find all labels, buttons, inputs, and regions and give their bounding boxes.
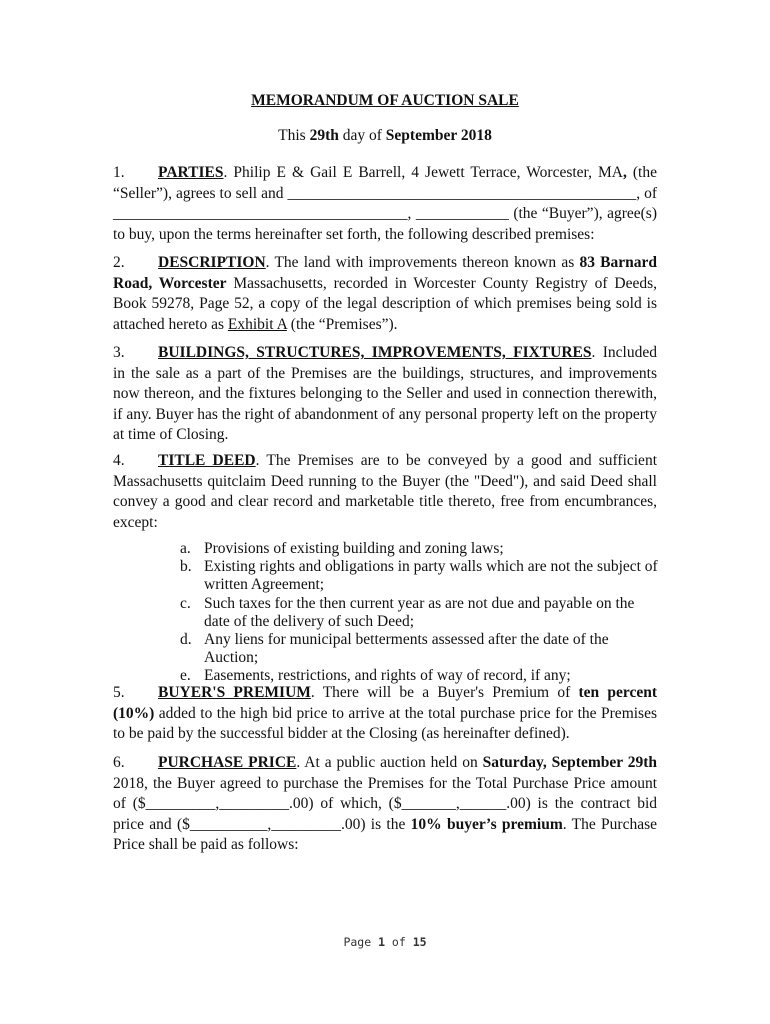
list-marker: e. <box>180 667 191 685</box>
section-text: . Philip E & Gail E Barrell, 4 Jewett Terrace, Worcester, MA <box>223 164 623 181</box>
page-footer <box>0 935 770 949</box>
page-prefix: Page <box>343 935 379 949</box>
list-item-text: Easements, restrictions, and rights of way of record, if any; <box>204 667 571 685</box>
list-item <box>180 540 658 558</box>
section-text: . There will be a Buyer's Premium of <box>310 684 579 701</box>
date-day: 29th <box>309 127 339 144</box>
section-heading: BUYER'S PREMIUM <box>158 684 311 701</box>
list-item <box>180 595 658 631</box>
page-middle: of <box>385 935 413 949</box>
date-middle: day of <box>338 127 386 144</box>
list-marker: b. <box>180 558 192 576</box>
list-item-text: Such taxes for the then current year as are not due and payable on the date of the delivery of such Deed; <box>204 594 635 630</box>
list-item <box>180 558 658 594</box>
list-marker: c. <box>180 594 191 612</box>
property-address: 83 Barnard Road, Worcester <box>113 254 657 292</box>
premium-label: 10% buyer’s premium <box>410 815 563 833</box>
document-title: MEMORANDUM OF AUCTION SALE <box>251 92 519 109</box>
list-item <box>180 631 658 667</box>
section-buyers-premium <box>113 683 657 745</box>
section-heading: BUILDINGS, STRUCTURES, IMPROVEMENTS, FIXTURES <box>158 344 592 361</box>
list-marker: a. <box>180 540 191 557</box>
section-text: (the “Seller”), agrees to sell and _____________________________________________, of ______________________________________, ____________ (the “Buyer”), agree(s) to buy, upon the terms hereinafter set forth, the following described premises: <box>113 164 657 243</box>
premium-rate: ten percent (10%) <box>113 684 657 722</box>
section-text: . The land with improvements thereon known as <box>265 254 580 271</box>
section-heading: PURCHASE PRICE <box>158 754 297 771</box>
section-number: 2. <box>113 254 125 271</box>
section-text: added to the high bid price to arrive at the total purchase price for the Premises to be paid by the successful bidder at the Closing (as hereinafter defined). <box>113 704 657 743</box>
list-item-text: Existing rights and obligations in party walls which are not the subject of written Agreement; <box>204 558 658 594</box>
date-prefix: This <box>278 127 310 144</box>
section-text: 2018, the Buyer agreed to purchase the Premises for the Total Purchase Price amount of ($_________,_________.00) of which, ($_______,______.00) is the contract bid price and ($__________,_________.00) is the <box>113 774 657 833</box>
date-line <box>0 127 770 145</box>
section-number: 6. <box>113 754 125 771</box>
section-text: . The Purchase Price shall be paid as follows: <box>113 815 657 854</box>
section-heading: PARTIES <box>158 164 224 181</box>
section-parties <box>113 163 657 245</box>
section-title-deed <box>113 451 657 533</box>
section-heading: TITLE DEED <box>158 452 256 469</box>
section-text: . Included in the sale as a part of the Premises are the buildings, structures, and improvements now thereon, and the fixtures belonging to the Seller and used in connection therewith, if any. Buyer has the right of abandonment of any personal property left on the property at time of Closing. <box>113 344 657 444</box>
date-month-year: September 2018 <box>385 127 492 144</box>
section-text: . The Premises are to be conveyed by a good and sufficient Massachusetts quitclaim Deed running to the Buyer (the "Deed"), and said Deed shall convey a good and clear record and marketable title thereto, free from encumbrances, except: <box>113 452 657 531</box>
section-number: 1. <box>113 164 125 181</box>
section-number: 3. <box>113 344 125 361</box>
section-text-bold: , <box>622 164 627 181</box>
auction-date: Saturday, September 29th <box>482 754 658 771</box>
section-number: 5. <box>113 684 125 701</box>
section-buildings <box>113 343 657 446</box>
exceptions-list <box>180 540 658 686</box>
page-total: 15 <box>412 935 427 949</box>
section-heading: DESCRIPTION <box>158 254 266 271</box>
page-current: 1 <box>378 935 385 949</box>
section-text: Massachusetts, recorded in Worcester County Registry of Deeds, Book 59278, Page 52, a copy of the legal description of which premises being sold is attached hereto as <box>113 274 657 333</box>
section-text: (the “Premises”). <box>286 315 398 333</box>
section-text: . At a public auction held on <box>296 754 483 771</box>
list-item-text: Any liens for municipal betterments assessed after the date of the Auction; <box>204 631 609 667</box>
section-number: 4. <box>113 452 125 469</box>
exhibit-reference: Exhibit A <box>227 315 287 333</box>
section-purchase-price <box>113 753 657 856</box>
list-marker: d. <box>180 631 192 649</box>
list-item-text: Provisions of existing building and zoning laws; <box>204 540 504 557</box>
section-description <box>113 253 657 335</box>
